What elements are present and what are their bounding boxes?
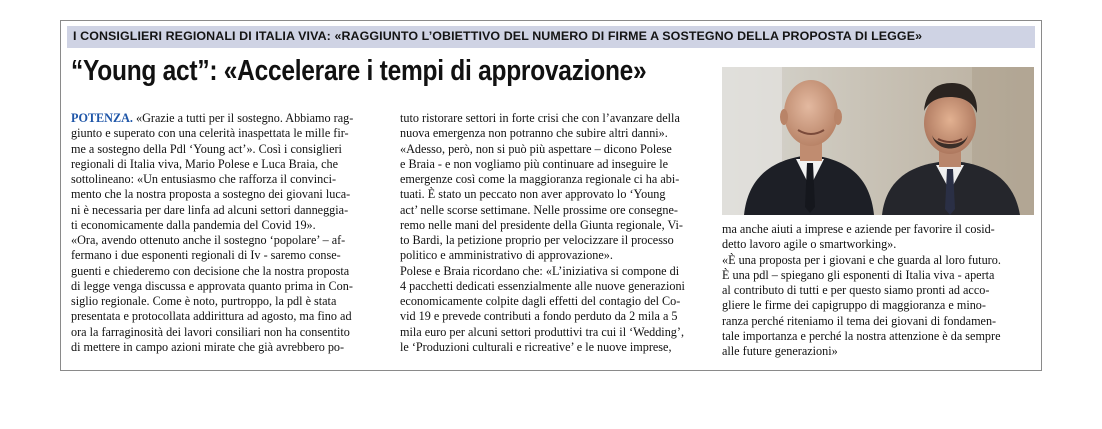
column-line <box>71 111 387 126</box>
column-line: economicamente colpite dagli effetti del contagio del Co- <box>400 294 681 308</box>
column-line: remo nelle mani del presidente della Giunta regionale, Vi- <box>400 217 683 232</box>
photo-two-councillors <box>722 67 1034 215</box>
column-line: al contributo di tutti e per questo siamo pronti ad acco- <box>722 283 990 297</box>
kicker-band <box>67 26 1035 48</box>
column-line: «Ora, avendo ottenuto anche il sostegno ‘popolare’ – af- <box>71 233 346 247</box>
column-line: di legge venga discussa e approvata quanto prima in Con- <box>71 278 353 293</box>
column-line: emergenze così come la maggioranza regionale ci ha abi- <box>400 172 680 186</box>
column-line: politico e amministrativo di approvazione». <box>400 248 613 263</box>
column-line: presentata e protocollata addirittura ad agosto, ma fino ad <box>71 309 352 324</box>
column-line: detto lavoro agile o smartworking». <box>722 237 897 252</box>
column-line: me a sostegno della Pdl ‘Young act’». Così i consiglieri <box>71 141 342 156</box>
column-line: siglio regionale. Come è noto, purtroppo, la pdl è stata <box>71 294 337 308</box>
column-line: ora la farraginosità dei lavori consiliari non ha consentito <box>71 324 350 339</box>
column-line: ma anche aiuti a imprese e aziende per favorire il cosid- <box>722 222 995 236</box>
kicker-text: I CONSIGLIERI REGIONALI DI ITALIA VIVA: «RAGGIUNTO L’OBIETTIVO DEL NUMERO DI FIRME A SOSTEGNO DELLA PROPOSTA DI LEGGE» <box>73 29 923 43</box>
column-line: È una pdl – spiegano gli esponenti di Italia viva - aperta <box>722 267 995 282</box>
column-line: 4 pacchetti dedicati essenzialmente alle nuove generazioni <box>400 278 685 293</box>
column-line: guenti e chiederemo con decisione che la nostra proposta <box>71 263 350 278</box>
column-line: giunto e superato con una celerità inaspettata le mille fir- <box>71 126 349 141</box>
column-line: regionali di Italia viva, Mario Polese e Luca Braia, che <box>71 156 339 171</box>
column-line: gliere le firme dei capigruppo di maggioranza e mino- <box>722 298 986 313</box>
column-line: «Adesso, però, non si può più aspettare – dicono Polese <box>400 141 672 156</box>
column-line: sottolineano: «Un entusiasmo che rafforza il convinci- <box>71 172 337 186</box>
column-line: tale importanza e perché la nostra attenzione è da sempre <box>722 328 1001 343</box>
column-line: le ‘Produzioni culturali e ricreative’ e le nuove imprese, <box>400 339 672 354</box>
column-line: ranza perché riteniamo il tema dei giovani di fondamen- <box>722 313 997 328</box>
column-line: mento che la nostra proposta a sostegno dei giovani luca- <box>71 187 351 202</box>
first-line-text: «Grazie a tutti per il sostegno. Abbiamo rag- <box>132 111 354 125</box>
column-line: nuova emergenza non potranno che subire altri danni». <box>400 126 668 141</box>
headline: “Young act”: «Accelerare i tempi di approvazione» <box>71 55 647 87</box>
column-line: e Braia - e non vogliamo più continuare ad inseguire le <box>400 156 669 171</box>
column-line: di mettere in campo azioni mirate che già avrebbero po- <box>71 339 345 354</box>
column-line: ni è necessaria per dare linfa ad alcuni settori danneggia- <box>71 202 349 217</box>
column-line: Polese e Braia ricordano che: «L’iniziativa si compone di <box>400 263 680 278</box>
newspaper-clipping <box>60 20 1042 371</box>
column-line: to Bardi, la petizione proprio per velocizzare il processo <box>400 233 674 247</box>
column-line: ti economicamente dalla pandemia del Covid 19». <box>71 217 316 232</box>
column-line: alle future generazioni» <box>722 344 838 358</box>
column-line: act’ nelle scorse settimane. Nelle prossime ore consegne- <box>400 202 678 217</box>
column-line: mila euro per alcuni settori produttivi tra cui il ‘Wedding’, <box>400 324 684 339</box>
article-column-1 <box>71 111 387 355</box>
column-line: vid 19 e prevede contributi a fondo perduto da 2 mila a 5 <box>400 309 678 324</box>
column-line: «È una proposta per i giovani e che guarda al loro futuro. <box>722 252 1001 267</box>
column-line: tuati. È stato un peccato non aver approvato lo ‘Young <box>400 187 666 202</box>
column-line: fermano i due esponenti regionali di Iv - saremo conse- <box>71 248 341 263</box>
article-column-3 <box>722 222 1034 359</box>
column-line: tuto ristorare settori in forte crisi che con l’avanzare della <box>400 111 680 125</box>
dateline: POTENZA. <box>71 111 133 125</box>
article-column-2 <box>400 111 716 355</box>
